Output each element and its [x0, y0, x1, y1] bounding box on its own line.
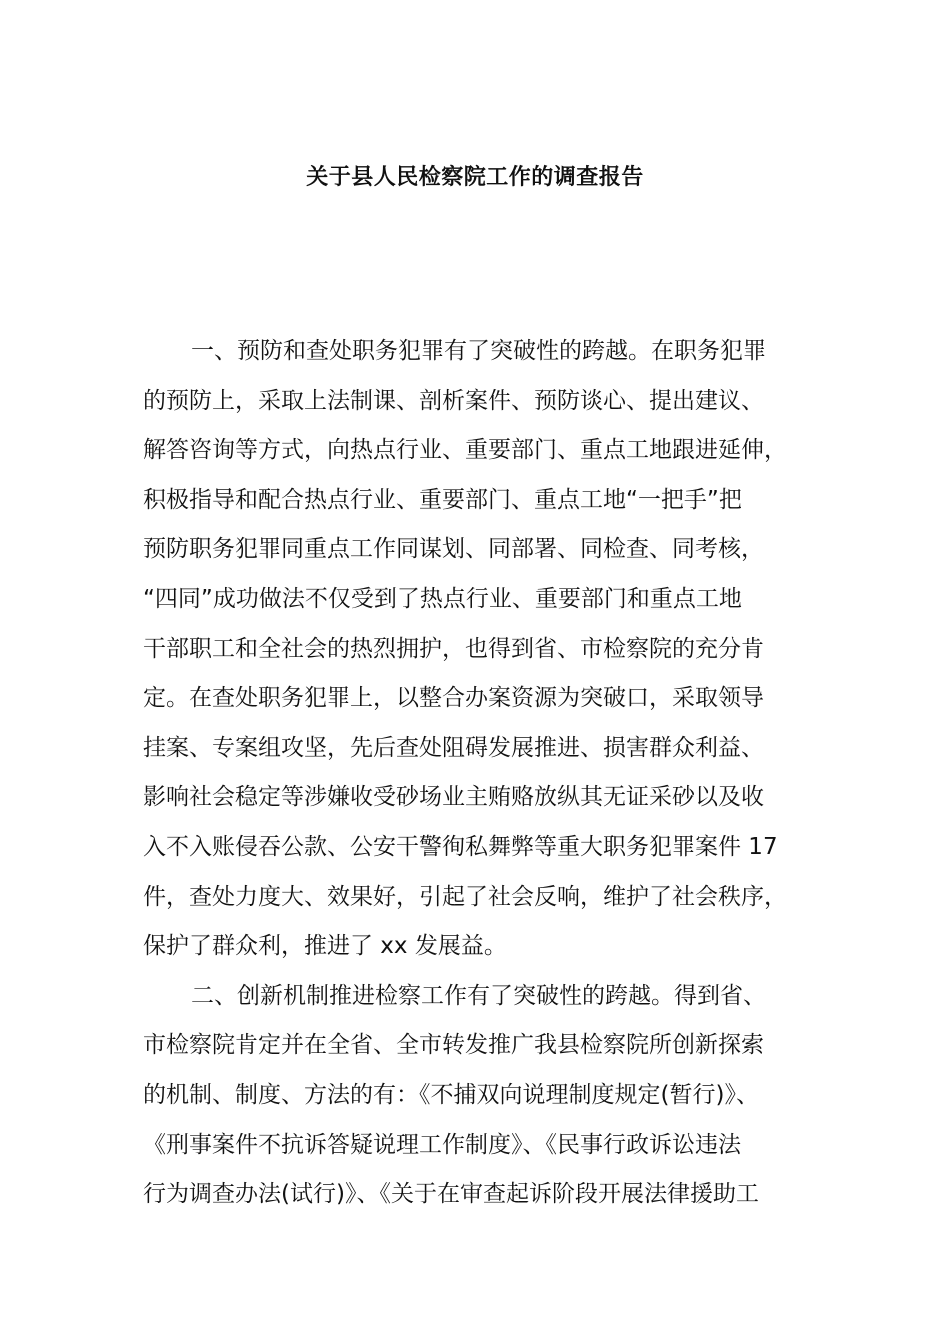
paragraph-2-line: 行为调查办法(试行)》、《关于在审查起诉阶段开展法律援助工 [143, 1181, 759, 1208]
paragraph-1-line: 预防职务犯罪同重点工作同谋划、同部署、同检查、同考核， [143, 536, 764, 563]
paragraph-1-line: 影响社会稳定等涉嫌收受砂场业主贿赂放纵其无证采砂以及收 [143, 784, 764, 811]
paragraph-1-line: 保护了群众利，推进了 xx 发展益。 [143, 933, 507, 960]
paragraph-2-line: 市检察院肯定并在全省、全市转发推广我县检察院所创新探索 [143, 1032, 764, 1059]
paragraph-1-line: 定。在查处职务犯罪上，以整合办案资源为突破口，采取领导 [143, 685, 764, 712]
document-body [143, 327, 811, 1220]
paragraph-1-line: 解答咨询等方式，向热点行业、重要部门、重点工地跟进延伸， [143, 437, 787, 464]
paragraph-2-line: 《刑事案件不抗诉答疑说理工作制度》、《民事行政诉讼违法 [143, 1131, 741, 1158]
paragraph-1-line: 入不入账侵吞公款、公安干警徇私舞弊等重大职务犯罪案件 17 [143, 833, 778, 860]
paragraph-1-line: 件，查处力度大、效果好，引起了社会反响，维护了社会秩序， [143, 883, 787, 910]
paragraph-1-line: 一、预防和查处职务犯罪有了突破性的跨越。在职务犯罪 [191, 338, 766, 364]
paragraph-1-line: 挂案、专案组攻坚，先后查处阻碍发展推进、损害群众利益、 [143, 734, 764, 761]
paragraph-1-line: 干部职工和全社会的热烈拥护，也得到省、市检察院的充分肯 [143, 635, 764, 662]
paragraph-1-line: “四同”成功做法不仅受到了热点行业、重要部门和重点工地 [143, 585, 742, 612]
paragraph-2-line: 的机制、制度、方法的有：《不捕双向说理制度规定(暂行)》、 [143, 1081, 759, 1108]
paragraph-2-line: 二、创新机制推进检察工作有了突破性的跨越。得到省、 [191, 982, 766, 1009]
paragraph-1-line: 积极指导和配合热点行业、重要部门、重点工地“一把手”把 [143, 486, 742, 513]
document-title: 关于县人民检察院工作的调查报告 [306, 165, 644, 190]
paragraph-1-line: 的预防上，采取上法制课、剖析案件、预防谈心、提出建议、 [143, 387, 764, 414]
